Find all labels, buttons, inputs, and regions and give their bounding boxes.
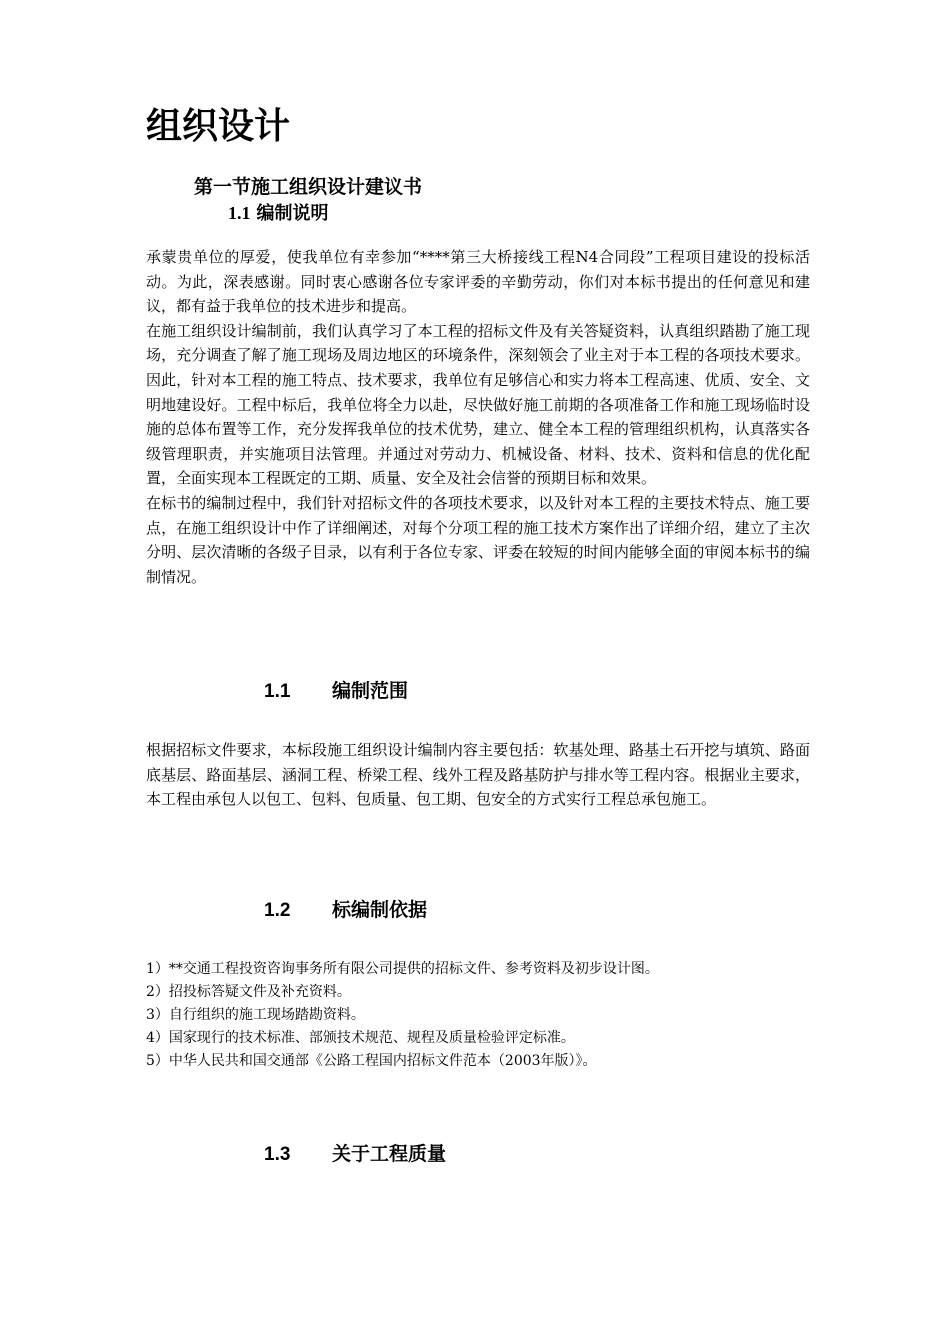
intro-paragraph-2: 在施工组织设计编制前，我们认真学习了本工程的招标文件及有关答疑资料，认真组织踏勘了施工现场，充分调查了解了施工现场及周边地区的环境条件，深刻领会了业主对于本工程的各项技术要求。因此，针对本工程的施工特点、技术要求，我单位有足够信心和实力将本工程高速、优质、安全、文明地建设好。工程中标后，我单位将全力以赴，尽快做好施工前期的各项准备工作和施工现场临时设施的总体布置等工作，充分发挥我单位的技术优势，建立、健全本工程的管理组织机构，认真落实各级管理职责，并实施项目法管理。并通过对劳动力、机械设备、材料、技术、资料和信息的优化配置，全面实现本工程既定的工期、质量、安全及社会信誉的预期目标和效果。 — [146, 321, 810, 488]
list-item: 5）中华人民共和国交通部《公路工程国内招标文件范本（2003年版）》。 — [146, 1053, 597, 1069]
subsection-number: 1.1 — [228, 203, 251, 223]
heading-quality — [264, 1141, 446, 1168]
section-title: 第一节施工组织设计建议书 — [194, 176, 423, 198]
scope-paragraph: 根据招标文件要求，本标段施工组织设计编制内容主要包括：软基处理、路基土石开挖与填筑、路面底基层、路面基层、涵洞工程、桥梁工程、线外工程及路基防护与排水等工程内容。根据业主要求，本工程由承包人以包工、包料、包质量、包工期、包安全的方式实行工程总承包施工。 — [146, 741, 810, 809]
subsection-title — [228, 201, 329, 226]
heading-basis-number: 1.2 — [264, 900, 291, 921]
heading-scope-label: 编制范围 — [332, 680, 409, 702]
list-item: 4）国家现行的技术标准、部颁技术规范、规程及质量检验评定标准。 — [146, 1030, 575, 1046]
intro-paragraph-1: 承蒙贵单位的厚爱，使我单位有幸参加“****第三大桥接线工程N4合同段”工程项目建设的投标活动。为此，深表感谢。同时衷心感谢各位专家评委的辛勤劳动，你们对本标书提出的任何意见和建议，都有益于我单位的技术进步和提高。 — [146, 248, 810, 316]
list-item: 1）**交通工程投资咨询事务所有限公司提供的招标文件、参考资料及初步设计图。 — [146, 961, 659, 977]
heading-quality-number: 1.3 — [264, 1144, 291, 1165]
intro-paragraph-3: 在标书的编制过程中，我们针对招标文件的各项技术要求，以及针对本工程的主要技术特点、施工要点，在施工组织设计中作了详细阐述，对每个分项工程的施工技术方案作出了详细介绍，建立了主次分明、层次清晰的各级子目录，以有利于各位专家、评委在较短的时间内能够全面的审阅本标书的编制情况。 — [146, 493, 810, 586]
basis-list — [146, 958, 826, 1073]
heading-basis-label: 标编制依据 — [332, 899, 428, 921]
heading-basis — [264, 897, 427, 924]
heading-scope-number: 1.1 — [264, 681, 291, 702]
subsection-label: 编制说明 — [256, 203, 329, 224]
list-item: 3）自行组织的施工现场踏勘资料。 — [146, 1007, 365, 1023]
document-title: 组织设计 — [146, 106, 291, 147]
heading-quality-label: 关于工程质量 — [332, 1143, 447, 1165]
intro-text — [146, 245, 810, 589]
scope-text — [146, 738, 810, 812]
heading-scope — [264, 678, 408, 705]
list-item: 2）招投标答疑文件及补充资料。 — [146, 984, 351, 1000]
